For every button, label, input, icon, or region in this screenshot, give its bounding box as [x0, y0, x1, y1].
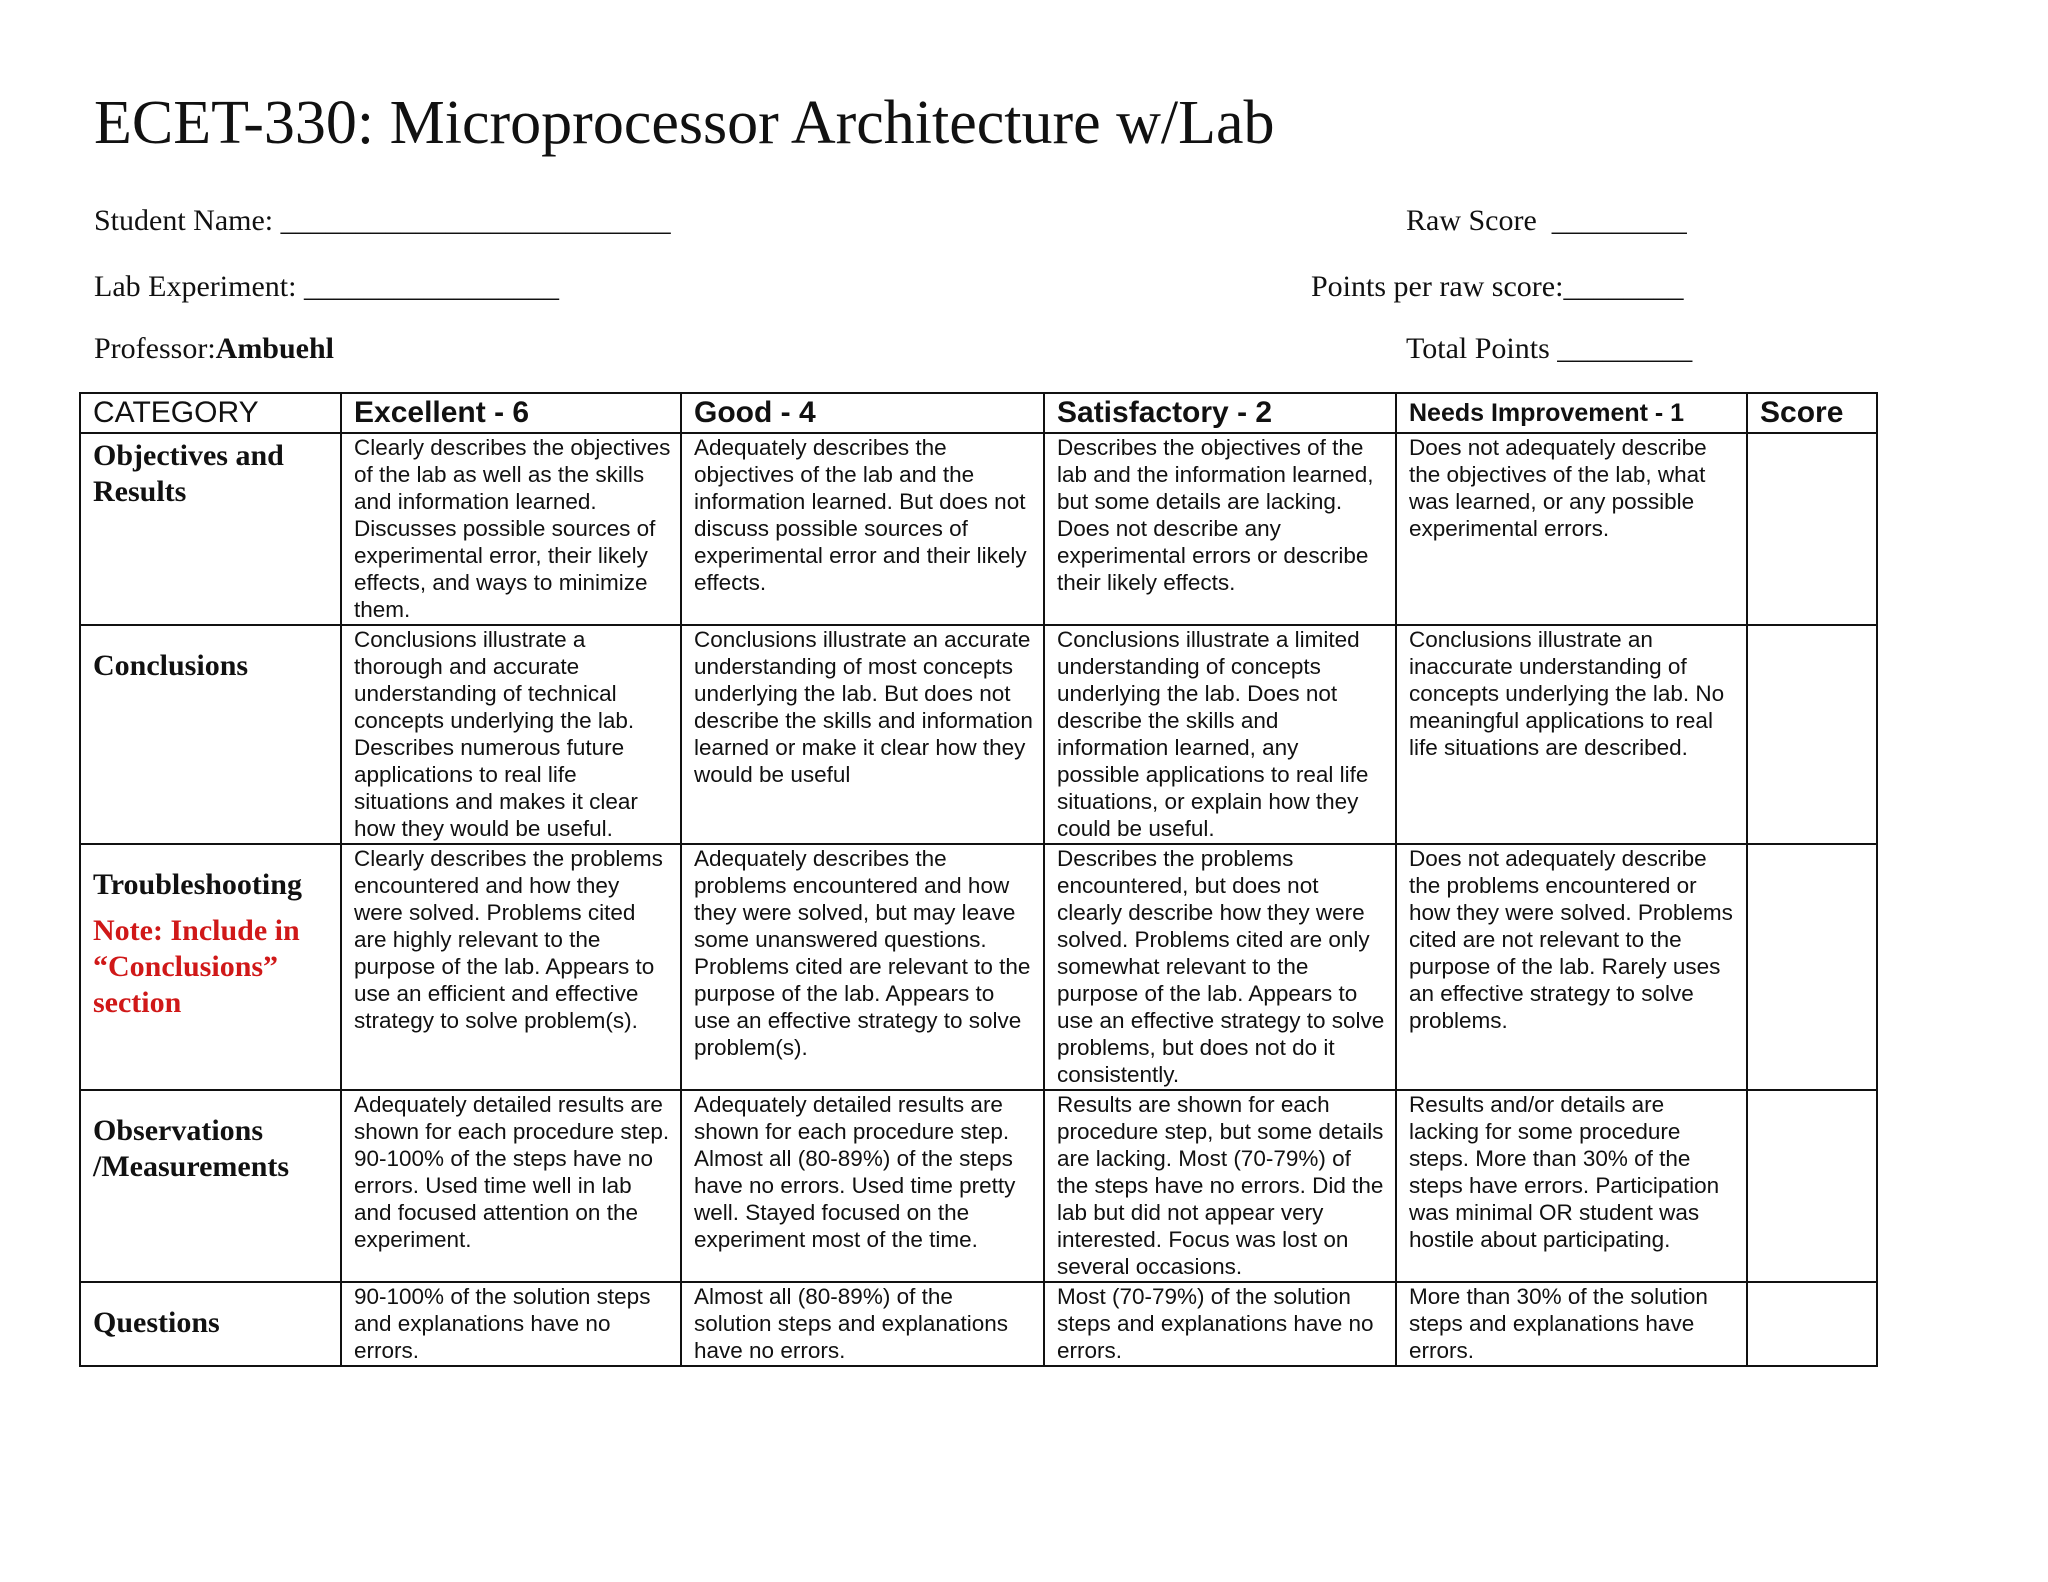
category-observations-cell: [80, 1090, 341, 1282]
student-name-label: Student Name:: [94, 204, 274, 237]
header-excellent: Excellent - 6: [341, 393, 681, 433]
category-questions: Questions: [93, 1306, 220, 1339]
observations-score-cell[interactable]: [1747, 1090, 1877, 1282]
rubric-row-troubleshooting: [80, 844, 1877, 1090]
troubleshooting-score-cell[interactable]: [1747, 844, 1877, 1090]
student-name-field[interactable]: [94, 206, 671, 236]
objectives-excellent: Clearly describes the objectives of the lab as well as the skills and information learned. Discusses possible sources of experimental error, their likely effects, and ways to minimize them.: [341, 433, 681, 625]
category-troubleshooting-cell: [80, 844, 341, 1090]
category-troubleshooting: Troubleshooting: [93, 868, 302, 901]
troubleshooting-needs-improvement: Does not adequately describe the problems encountered or how they were solved. Problems cited are not relevant to the purpose of the lab. Rarely uses an effective strategy to solve problems.: [1396, 844, 1747, 1090]
troubleshooting-note: Note: Include in “Conclusions” section: [93, 914, 300, 1019]
page-title: ECET-330: Microprocessor Architecture w/Lab: [94, 89, 1275, 157]
questions-good: Almost all (80-89%) of the solution steps and explanations have no errors.: [681, 1282, 1044, 1366]
observations-needs-improvement: Results and/or details are lacking for some procedure steps. More than 30% of the steps have errors. Participation was minimal OR student was hostile about participating.: [1396, 1090, 1747, 1282]
rubric-row-observations: [80, 1090, 1877, 1282]
points-per-raw-score-label: Points per raw score:: [1311, 270, 1564, 303]
conclusions-needs-improvement: Conclusions illustrate an inaccurate understanding of concepts underlying the lab. No meaningful applications to real life situations are described.: [1396, 625, 1747, 844]
objectives-needs-improvement: Does not adequately describe the objectives of the lab, what was learned, or any possible experimental errors.: [1396, 433, 1747, 625]
header-good: Good - 4: [681, 393, 1044, 433]
professor-field: [94, 334, 334, 364]
points-per-raw-score-blank[interactable]: ________: [1563, 270, 1684, 303]
troubleshooting-excellent: Clearly describes the problems encountered and how they were solved. Problems cited are highly relevant to the purpose of the lab. Appears to use an efficient and effective strategy to solve problem(s).: [341, 844, 681, 1090]
rubric-table: [79, 392, 1878, 1367]
lab-experiment-label: Lab Experiment:: [94, 270, 297, 303]
raw-score-field[interactable]: [1406, 206, 1687, 236]
questions-score-cell[interactable]: [1747, 1282, 1877, 1366]
conclusions-score-cell[interactable]: [1747, 625, 1877, 844]
troubleshooting-satisfactory: Describes the problems encountered, but does not clearly describe how they were solved. Problems cited are only somewhat relevant to the purpose of the lab. Appears to use an effective strategy to solve problems, but does not do it consistently.: [1044, 844, 1396, 1090]
student-name-blank[interactable]: __________________________: [273, 204, 671, 237]
questions-excellent: 90-100% of the solution steps and explanations have no errors.: [341, 1282, 681, 1366]
category-conclusions-cell: [80, 625, 341, 844]
objectives-satisfactory: Describes the objectives of the lab and the information learned, but some details are lacking. Does not describe any experimental errors or describe their likely effects.: [1044, 433, 1396, 625]
header-category: CATEGORY: [80, 393, 341, 433]
category-questions-cell: [80, 1282, 341, 1366]
conclusions-good: Conclusions illustrate an accurate understanding of most concepts underlying the lab. But does not describe the skills and information learned or make it clear how they would be useful: [681, 625, 1044, 844]
objectives-good: Adequately describes the objectives of the lab and the information learned. But does not discuss possible sources of experimental error and their likely effects.: [681, 433, 1044, 625]
professor-label: Professor:: [94, 332, 216, 365]
rubric-header-row: [80, 393, 1877, 433]
category-conclusions: Conclusions: [93, 649, 249, 682]
questions-needs-improvement: More than 30% of the solution steps and explanations have errors.: [1396, 1282, 1747, 1366]
raw-score-blank[interactable]: _________: [1536, 204, 1687, 237]
total-points-field[interactable]: [1406, 334, 1692, 364]
total-points-label: Total Points: [1406, 332, 1550, 365]
category-observations-measurements: Observations /Measurements: [93, 1114, 290, 1183]
header-score: Score: [1747, 393, 1877, 433]
conclusions-satisfactory: Conclusions illustrate a limited understanding of concepts underlying the lab. Does not describe the skills and information learned, any possible applications to real life situations, or explain how they could be useful.: [1044, 625, 1396, 844]
points-per-raw-score-field[interactable]: [1311, 272, 1683, 302]
observations-excellent: Adequately detailed results are shown for each procedure step. 90-100% of the steps have no errors. Used time well in lab and focused attention on the experiment.: [341, 1090, 681, 1282]
lab-experiment-field[interactable]: [94, 272, 559, 302]
lab-experiment-blank[interactable]: _________________: [296, 270, 559, 303]
professor-value: Ambuehl: [215, 332, 335, 365]
objectives-score-cell[interactable]: [1747, 433, 1877, 625]
questions-satisfactory: Most (70-79%) of the solution steps and explanations have no errors.: [1044, 1282, 1396, 1366]
header-needs-improvement: Needs Improvement - 1: [1396, 393, 1747, 433]
rubric-row-objectives: [80, 433, 1877, 625]
conclusions-excellent: Conclusions illustrate a thorough and accurate understanding of technical concepts underlying the lab. Describes numerous future applications to real life situations and makes it clear how they would be useful.: [341, 625, 681, 844]
troubleshooting-good: Adequately describes the problems encountered and how they were solved, but may leave some unanswered questions. Problems cited are relevant to the purpose of the lab. Appears to use an effective strategy to solve problem(s).: [681, 844, 1044, 1090]
rubric-row-questions: [80, 1282, 1877, 1366]
raw-score-label: Raw Score: [1406, 204, 1537, 237]
total-points-blank[interactable]: _________: [1549, 332, 1693, 365]
rubric-row-conclusions: [80, 625, 1877, 844]
observations-good: Adequately detailed results are shown for each procedure step. Almost all (80-89%) of the steps have no errors. Used time pretty well. Stayed focused on the experiment most of the time.: [681, 1090, 1044, 1282]
category-objectives-and-results: Objectives and Results: [80, 433, 341, 625]
observations-satisfactory: Results are shown for each procedure step, but some details are lacking. Most (70-79%) of the steps have no errors. Did the lab but did not appear very interested. Focus was lost on several occasions.: [1044, 1090, 1396, 1282]
header-satisfactory: Satisfactory - 2: [1044, 393, 1396, 433]
